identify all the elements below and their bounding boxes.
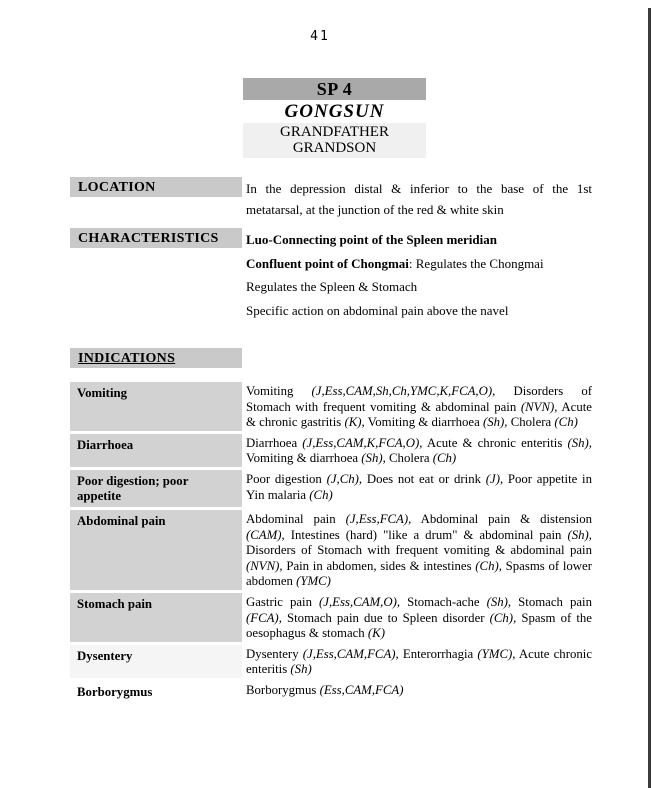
point-english-line1: GRANDFATHER: [280, 124, 389, 140]
characteristic-item: Specific action on abdominal pain above the navel: [246, 302, 509, 318]
indication-symptom: Dysentery: [70, 645, 242, 678]
indication-row: [70, 382, 594, 431]
indication-symptom: Vomiting: [70, 382, 242, 431]
indication-detail: Gastric pain (J,Ess,CAM,O), Stomach-ache (Sh), Stomach pain (FCA), Stomach pain due to Spleen disorder (Ch), Spasm of the oesophagus & stomach (K): [246, 594, 592, 641]
indication-row: [70, 593, 594, 642]
indication-detail: Dysentery (J,Ess,CAM,FCA), Enterorrhagia (YMC), Acute chronic enteritis (Sh): [246, 646, 592, 677]
characteristics-list: [246, 228, 592, 327]
indications-heading: [70, 348, 242, 368]
point-pinyin-name: GONGSUN: [284, 101, 385, 122]
indication-row: [70, 434, 594, 467]
characteristic-item: Luo-Connecting point of the Spleen meridian: [246, 232, 497, 247]
indication-symptom: Diarrhoea: [70, 434, 242, 467]
location-section: [70, 177, 594, 220]
characteristics-heading: CHARACTERISTICS: [70, 228, 242, 248]
scan-edge-line: [648, 8, 651, 788]
characteristic-item: Confluent point of Chongmai: Regulates the Chongmai: [246, 255, 544, 271]
location-text: In the depression distal & inferior to the base of the 1st metatarsal, at the junction of the red & white skin: [246, 181, 592, 217]
indication-row: [70, 645, 594, 678]
location-heading: LOCATION: [70, 177, 242, 197]
point-english-name: [243, 123, 426, 158]
indication-symptom: Stomach pain: [70, 593, 242, 642]
indication-symptom: Poor digestion; poor appetite: [70, 470, 242, 507]
indication-detail: Borborygmus (Ess,CAM,FCA): [246, 682, 404, 697]
indication-row: [70, 470, 594, 507]
indications-section-header: [70, 348, 594, 368]
page-number: 41: [310, 29, 330, 44]
indications-heading-text: INDICATIONS: [78, 351, 176, 366]
indication-detail: Abdominal pain (J,Ess,FCA), Abdominal pain & distension (CAM), Intestines (hard) "like a drum" & abdominal pain (Sh), Disorders of Stomach with frequent vomiting & abdominal pain (NVN), Pain in abdomen, sides & intestines (Ch), Spasms of lower abdomen (YMC): [246, 511, 592, 589]
indication-detail: Vomiting (J,Ess,CAM,Sh,Ch,YMC,K,FCA,O), Disorders of Stomach with frequent vomiting & abdominal pain (NVN), Acute & chronic gastritis (K), Vomiting & diarrhoea (Sh), Cholera (Ch): [246, 384, 592, 430]
point-code-bar: SP 4: [243, 78, 426, 100]
indication-symptom: Borborygmus: [77, 684, 153, 699]
point-english-line2: GRANDSON: [292, 140, 377, 156]
point-title-block: [243, 78, 426, 158]
indications-table: [70, 382, 594, 703]
indication-detail: Diarrhoea (J,Ess,CAM,K,FCA,O), Acute & chronic enteritis (Sh), Vomiting & diarrhoea (Sh), Cholera (Ch): [246, 435, 592, 466]
indication-row: [70, 681, 594, 703]
characteristic-item: Regulates the Spleen & Stomach: [246, 279, 418, 294]
characteristics-section: [70, 228, 594, 327]
indication-detail: Poor digestion (J,Ch), Does not eat or drink (J), Poor appetite in Yin malaria (Ch): [246, 471, 592, 502]
page-content: [70, 177, 594, 706]
indication-row: [70, 510, 594, 590]
indication-symptom: Abdominal pain: [70, 510, 242, 590]
